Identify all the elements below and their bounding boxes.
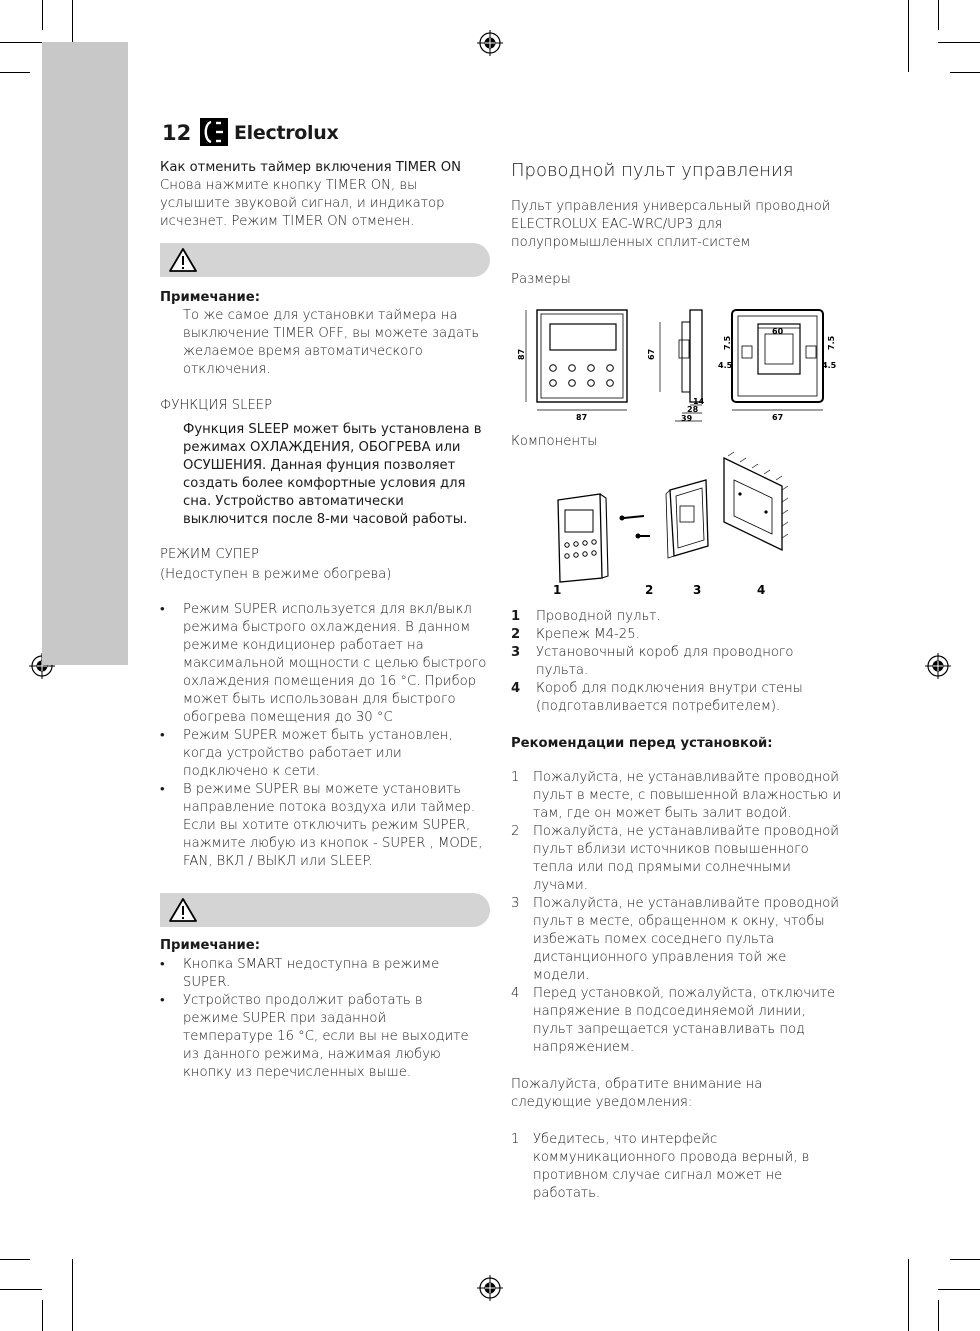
dim-box-left-top: 7.5 [723,335,732,350]
crop-mark [938,1300,939,1331]
dim-front-w: 87 [576,413,588,422]
components-drawing [550,450,850,598]
warning-bar [160,243,490,277]
callout-3: 3 [693,583,702,597]
front-view-drawing [526,310,627,410]
controller-drawing [558,494,608,582]
recommendations-list [511,769,843,1057]
timer-cancel-text: Снова нажмите кнопку TIMER ON, вы услышите звуковой сигнал, и индикатор исчезнет. Режим TIMER ON отменен. [160,178,445,229]
dim-box-inner: 60 [772,327,784,336]
dim-side-d3: 39 [681,414,693,423]
crop-mark [950,72,980,73]
note1-label: Примечание: [160,290,260,305]
callout-2: 2 [645,583,654,597]
crop-mark [42,1300,43,1331]
attention-text: Пожалуйста, обратите внимание на следующие уведомления: [511,1077,763,1110]
sleep-title: ФУНКЦИЯ SLEEP [160,398,273,413]
bullet-icon: • [160,993,165,1008]
registration-mark-icon [477,30,503,56]
dim-box-left-bot: 4.5 [718,361,733,370]
bullet-icon: • [160,782,165,797]
crop-mark [42,0,43,30]
recommend-title: Рекомендации перед установкой: [511,736,773,751]
bullet-icon: • [160,957,165,972]
list-item: • Устройство продолжит работать в режиме SUPER при заданной температуре 16 °С, если вы не выходите из данного режима, нажимая любую кнопку из перечисленных выше. [160,993,469,1080]
crop-mark [0,1259,30,1260]
list-item: • Режим SUPER может быть установлен, когда устройство работает или подключено к сети. [160,728,453,779]
dim-front-h: 87 [517,348,526,360]
list-item: 1 Пожалуйста, не устанавливайте проводной пульт в месте, с повышенной влажностью и там, где он может быть залит водой. [511,770,842,821]
screws-drawing [620,516,651,539]
electrolux-logo-icon [200,118,228,146]
list-item: 1 Убедитесь, что интерфейс коммуникационного провода верный, в противном случае сигнал может не работать. [511,1132,810,1201]
dim-side-h: 67 [647,348,656,360]
brand-name: Electrolux [234,122,339,144]
super-bullet-list [160,601,490,871]
note2-bullet-list [160,956,480,1082]
components-list [511,608,841,716]
dim-side-d2: 28 [687,405,699,414]
callout-1: 1 [553,583,562,597]
list-item: 3 Пожалуйста, не устанавливайте проводной пульт в месте, обращенном к окну, чтобы избежать помех соседнего пульта дистанционного управления той же модели. [511,896,839,983]
warning-triangle-icon [168,247,198,273]
dim-box-right-bot: 4.5 [822,361,837,370]
section-intro: Пульт управления универсальный проводной ELECTROLUX EAC-WRC/UP3 для полупромышленных сплит-систем [511,199,831,250]
list-item: 2 Пожалуйста, не устанавливайте проводной пульт вблизи источников повышенного тепла или под прямыми солнечными лучами. [511,824,839,893]
sleep-text: Функция SLEEP может быть установлена в режимах ОХЛАЖДЕНИЯ, ОБОГРЕВА или ОСУШЕНИЯ. Данная фунция позволяет создать более комфортные условия для сна. Устройство автоматически выключится после 8-ми часовой работы. [183,422,482,527]
dimensions-drawing [510,300,845,428]
warning-bar [160,893,490,927]
dim-side-d1: 14 [693,397,705,406]
dim-box-right-top: 7.5 [827,335,836,350]
box-view-drawing [732,310,823,410]
crop-mark [938,1289,980,1290]
crop-mark [908,0,909,72]
list-item: • Режим SUPER используется для вкл/выкл режима быстрого охлаждения. В данном режиме кондиционер работает на максимальной мощности с целью быстрого охлаждения помещения до 16 °С. Прибор может быть использован для быстрого обогрева помещения до 30 °С [160,602,487,725]
list-item: 4 Перед установкой, пожалуйста, отключите напряжение в подсоединяемой линии, пульт запрещается устанавливать под напряжением. [511,986,836,1055]
crop-mark [0,72,30,73]
note2-label: Примечание: [160,938,260,953]
side-tab [42,42,128,665]
timer-cancel-title: Как отменить таймер включения TIMER ON [160,160,461,175]
crop-mark [0,1289,42,1290]
crop-mark [938,0,939,30]
warning-triangle-icon [168,897,198,923]
super-title: РЕЖИМ СУПЕР [160,547,259,562]
crop-mark [0,42,42,43]
callout-4: 4 [757,583,766,597]
list-item: 4 Короб для подключения внутри стены (подготавливается потребителем). [511,681,803,714]
components-label: Компоненты [511,434,598,449]
bullet-icon: • [160,602,165,617]
dimensions-label: Размеры [511,272,571,287]
list-item: 1 Проводной пульт. [511,609,661,624]
super-subtitle: (Недоступен в режиме обогрева) [160,567,392,582]
crop-mark [72,1259,73,1331]
dim-box-w: 67 [772,413,784,422]
list-item: 2 Крепеж M4-25. [511,627,640,642]
crop-mark [938,42,980,43]
registration-mark-icon [477,1275,503,1301]
list-item: • Кнопка SMART недоступна в режиме SUPER. [160,957,440,990]
crop-mark [908,1259,909,1331]
wall-box-drawing [724,452,788,550]
bullet-icon: • [160,728,165,743]
note1-text: То же самое для установки таймера на выключение TIMER OFF, вы можете задать желаемое время автоматического отключения. [183,308,480,377]
registration-mark-icon [925,653,951,679]
list-item: • В режиме SUPER вы можете установить направление потока воздуха или таймер. Если вы хотите отключить режим SUPER, нажмите любую из кнопок - SUPER , MODE, FAN, ВКЛ / ВЫКЛ или SLEEP. [160,782,483,869]
section-title: Проводной пульт управления [511,160,794,181]
mounting-box-drawing [666,480,708,558]
list-item: 3 Установочный короб для проводного пульта. [511,645,794,678]
crop-mark [950,1259,980,1260]
page-number: 12 [162,121,192,145]
notices-list [511,1131,843,1203]
